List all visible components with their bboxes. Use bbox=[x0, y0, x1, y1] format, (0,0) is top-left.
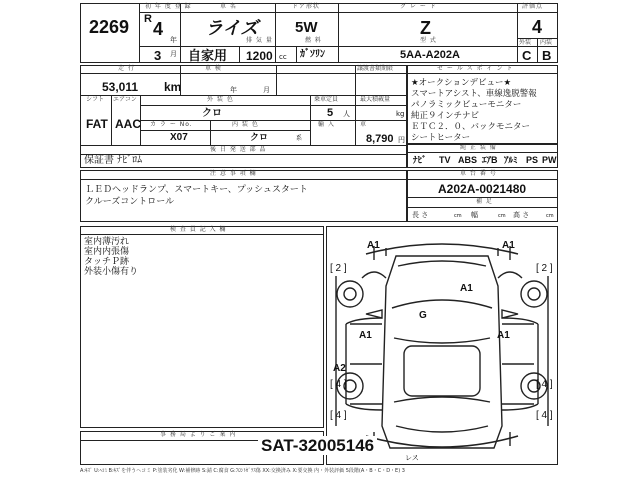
damage-mark-glass: G bbox=[419, 310, 427, 321]
equip-ps: PS bbox=[526, 155, 539, 165]
length-unit: cm bbox=[454, 213, 462, 219]
equipment-title: 純 正 装 備 bbox=[460, 144, 497, 151]
height-unit: cm bbox=[546, 213, 554, 219]
displacement-label: 排 気 量 bbox=[246, 37, 273, 44]
fuel: ｶﾞｿﾘﾝ bbox=[300, 49, 325, 60]
score: 4 bbox=[532, 17, 543, 37]
inspector-line-1: 室内薄汚れ bbox=[84, 237, 130, 247]
year-unit: 年 bbox=[170, 36, 177, 44]
transfer-label: 譲渡書類期限 bbox=[357, 65, 394, 72]
month-unit: 月 bbox=[170, 50, 177, 58]
equip-airbag: ｴｱB bbox=[482, 155, 498, 165]
inspector-line-2: 室内内張傷 bbox=[84, 247, 130, 257]
notes-box bbox=[80, 170, 407, 222]
model: 5AA-A202A bbox=[400, 49, 460, 61]
import-label: 輸 入 bbox=[318, 121, 335, 128]
bracket-left-mid: [ 4 ] bbox=[330, 379, 347, 390]
doors: 5W bbox=[295, 19, 318, 36]
height-label: 高 さ bbox=[513, 211, 530, 219]
car-name: ライズ bbox=[205, 18, 259, 38]
length-label: 長 さ bbox=[412, 211, 429, 219]
damage-mark-front-right: A1 bbox=[502, 240, 515, 251]
diagram-bottom-label: レス bbox=[405, 454, 419, 462]
load-label: 最大積載量 bbox=[360, 96, 391, 103]
era: R bbox=[144, 13, 152, 25]
legend: A:ｷｽﾞ U:ﾍｺﾐ B:ｷｽﾞを伴うヘコミ P:塗装劣化 W:補修跡 S:錆 C:腐食 G:ﾌﾛﾝﾄｶﾞﾗｽ傷 XX:交換済み X:要交換 内・外装評価 5段階(A・B・C・D・E) 3 bbox=[80, 468, 405, 474]
ext-color: クロ bbox=[202, 108, 222, 119]
exterior-label: 外装 bbox=[519, 39, 532, 46]
chassis-number: A202A-0021480 bbox=[438, 182, 527, 196]
selling-point-3: パノラミックビューモニター bbox=[411, 100, 522, 110]
doors-label: ドア形状 bbox=[292, 3, 320, 10]
car-name-label: 車 名 bbox=[220, 3, 237, 10]
capacity: 5 bbox=[327, 107, 334, 119]
selling-point-4: 純正９インチナビ bbox=[411, 111, 480, 121]
month: 3 bbox=[154, 48, 162, 63]
shift: FAT bbox=[86, 117, 108, 131]
grade-label: グ レ ー ド bbox=[400, 3, 437, 10]
equip-alloy: ｱﾙﾐ bbox=[504, 155, 518, 165]
fuel-label: 燃 料 bbox=[305, 37, 322, 44]
mileage-unit: km bbox=[164, 80, 182, 94]
note-line-2: クルーズコントロール bbox=[85, 197, 175, 207]
damage-mark-bonnet: A1 bbox=[460, 283, 473, 294]
selling-point-1: ★オークションデビュー★ bbox=[411, 78, 512, 88]
int-color-label: 内 装 色 bbox=[232, 121, 259, 128]
bracket-left-bottom: [ 4 ] bbox=[330, 410, 347, 421]
shift-label: シフト bbox=[86, 96, 105, 103]
model-label: 型 式 bbox=[420, 37, 437, 44]
score-label: 評価点 bbox=[522, 3, 544, 10]
damage-mark-right-door: A1 bbox=[497, 330, 510, 341]
chassis-repair-label: 補 足 bbox=[476, 198, 493, 205]
bracket-right-mid: [ 4 ] bbox=[536, 379, 553, 390]
lot-number: 2269 bbox=[89, 17, 130, 37]
note-line-1: ＬＥＤヘッドランプ、スマートキー、プッシュスタート bbox=[85, 185, 308, 195]
equip-tv: TV bbox=[439, 155, 451, 165]
inspection-label: 車 検 bbox=[205, 65, 222, 72]
ext-color-label: 外 装 色 bbox=[207, 96, 234, 103]
office-title: 事 務 局 よ り ご 案 内 bbox=[160, 431, 237, 438]
ac-label: エアコン bbox=[113, 96, 137, 103]
insp-year-unit: 年 bbox=[230, 86, 237, 94]
post-parts: 保証書 ﾅﾋﾞﾛﾑ bbox=[84, 155, 143, 166]
price: 8,790 bbox=[366, 133, 394, 145]
year: 4 bbox=[153, 19, 164, 39]
insp-month-unit: 月 bbox=[263, 86, 270, 94]
int-color-suffix: 系 bbox=[296, 135, 303, 142]
capacity-label: 乗車定員 bbox=[314, 96, 339, 103]
mileage-label: 走 行 bbox=[118, 65, 135, 72]
first-reg-label: 初 年 度 登 録 bbox=[145, 3, 192, 10]
interior-label: 内装 bbox=[540, 39, 553, 46]
ac: AAC bbox=[115, 117, 141, 131]
equip-abs: ABS bbox=[458, 155, 478, 165]
chassis-title: 車 台 番 号 bbox=[460, 170, 497, 177]
selling-point-6: シートヒーター bbox=[411, 133, 471, 143]
color-no-label: カ ラ ー No. bbox=[150, 121, 193, 128]
chassis-box bbox=[407, 170, 558, 222]
usage: 自家用 bbox=[188, 48, 228, 63]
equip-pw: PW bbox=[542, 155, 557, 165]
selling-point-2: スマートアシスト、車線逸脱警報 bbox=[411, 89, 537, 99]
bracket-left-top: [ 2 ] bbox=[330, 263, 347, 274]
price-label: 車 bbox=[360, 121, 368, 128]
color-no: X07 bbox=[170, 132, 188, 143]
watermark: SAT-32005146 bbox=[258, 436, 377, 455]
post-parts-label: 後 日 発 送 部 品 bbox=[210, 146, 267, 153]
displacement: 1200 bbox=[246, 49, 273, 63]
damage-mark-left-door: A1 bbox=[359, 330, 372, 341]
displacement-unit: cc bbox=[279, 53, 287, 61]
exterior-grade: C bbox=[522, 48, 532, 63]
mileage: 53,011 bbox=[102, 80, 139, 94]
bracket-right-top: [ 2 ] bbox=[536, 263, 553, 274]
equip-nav: ﾅﾋﾞ bbox=[413, 155, 427, 165]
price-unit: 円 bbox=[398, 136, 405, 144]
capacity-unit: 人 bbox=[343, 110, 350, 118]
inspector-title: 検 査 員 記 入 欄 bbox=[170, 226, 227, 233]
grade: Z bbox=[420, 18, 431, 38]
inspector-line-3: タッチＰ跡 bbox=[84, 257, 130, 267]
damage-mark-front-left: A1 bbox=[367, 240, 380, 251]
car-diagram bbox=[326, 226, 558, 465]
selling-point-5: ＥＴＣ２．０、バックモニター bbox=[411, 122, 531, 132]
width-unit: cm bbox=[498, 213, 506, 219]
damage-mark-rear-left: A2 bbox=[333, 363, 346, 374]
int-color: クロ bbox=[250, 132, 269, 142]
notes-title: 注 意 事 項 欄 bbox=[210, 170, 257, 177]
interior-grade: B bbox=[542, 48, 552, 63]
inspector-line-4: 外装小傷有り bbox=[84, 267, 139, 277]
selling-points-title: セ ー ル ス ポ イ ン ト bbox=[437, 65, 514, 72]
width-label: 幅 bbox=[471, 211, 478, 219]
bracket-right-bottom: [ 4 ] bbox=[536, 410, 553, 421]
load-unit: kg bbox=[396, 110, 405, 118]
